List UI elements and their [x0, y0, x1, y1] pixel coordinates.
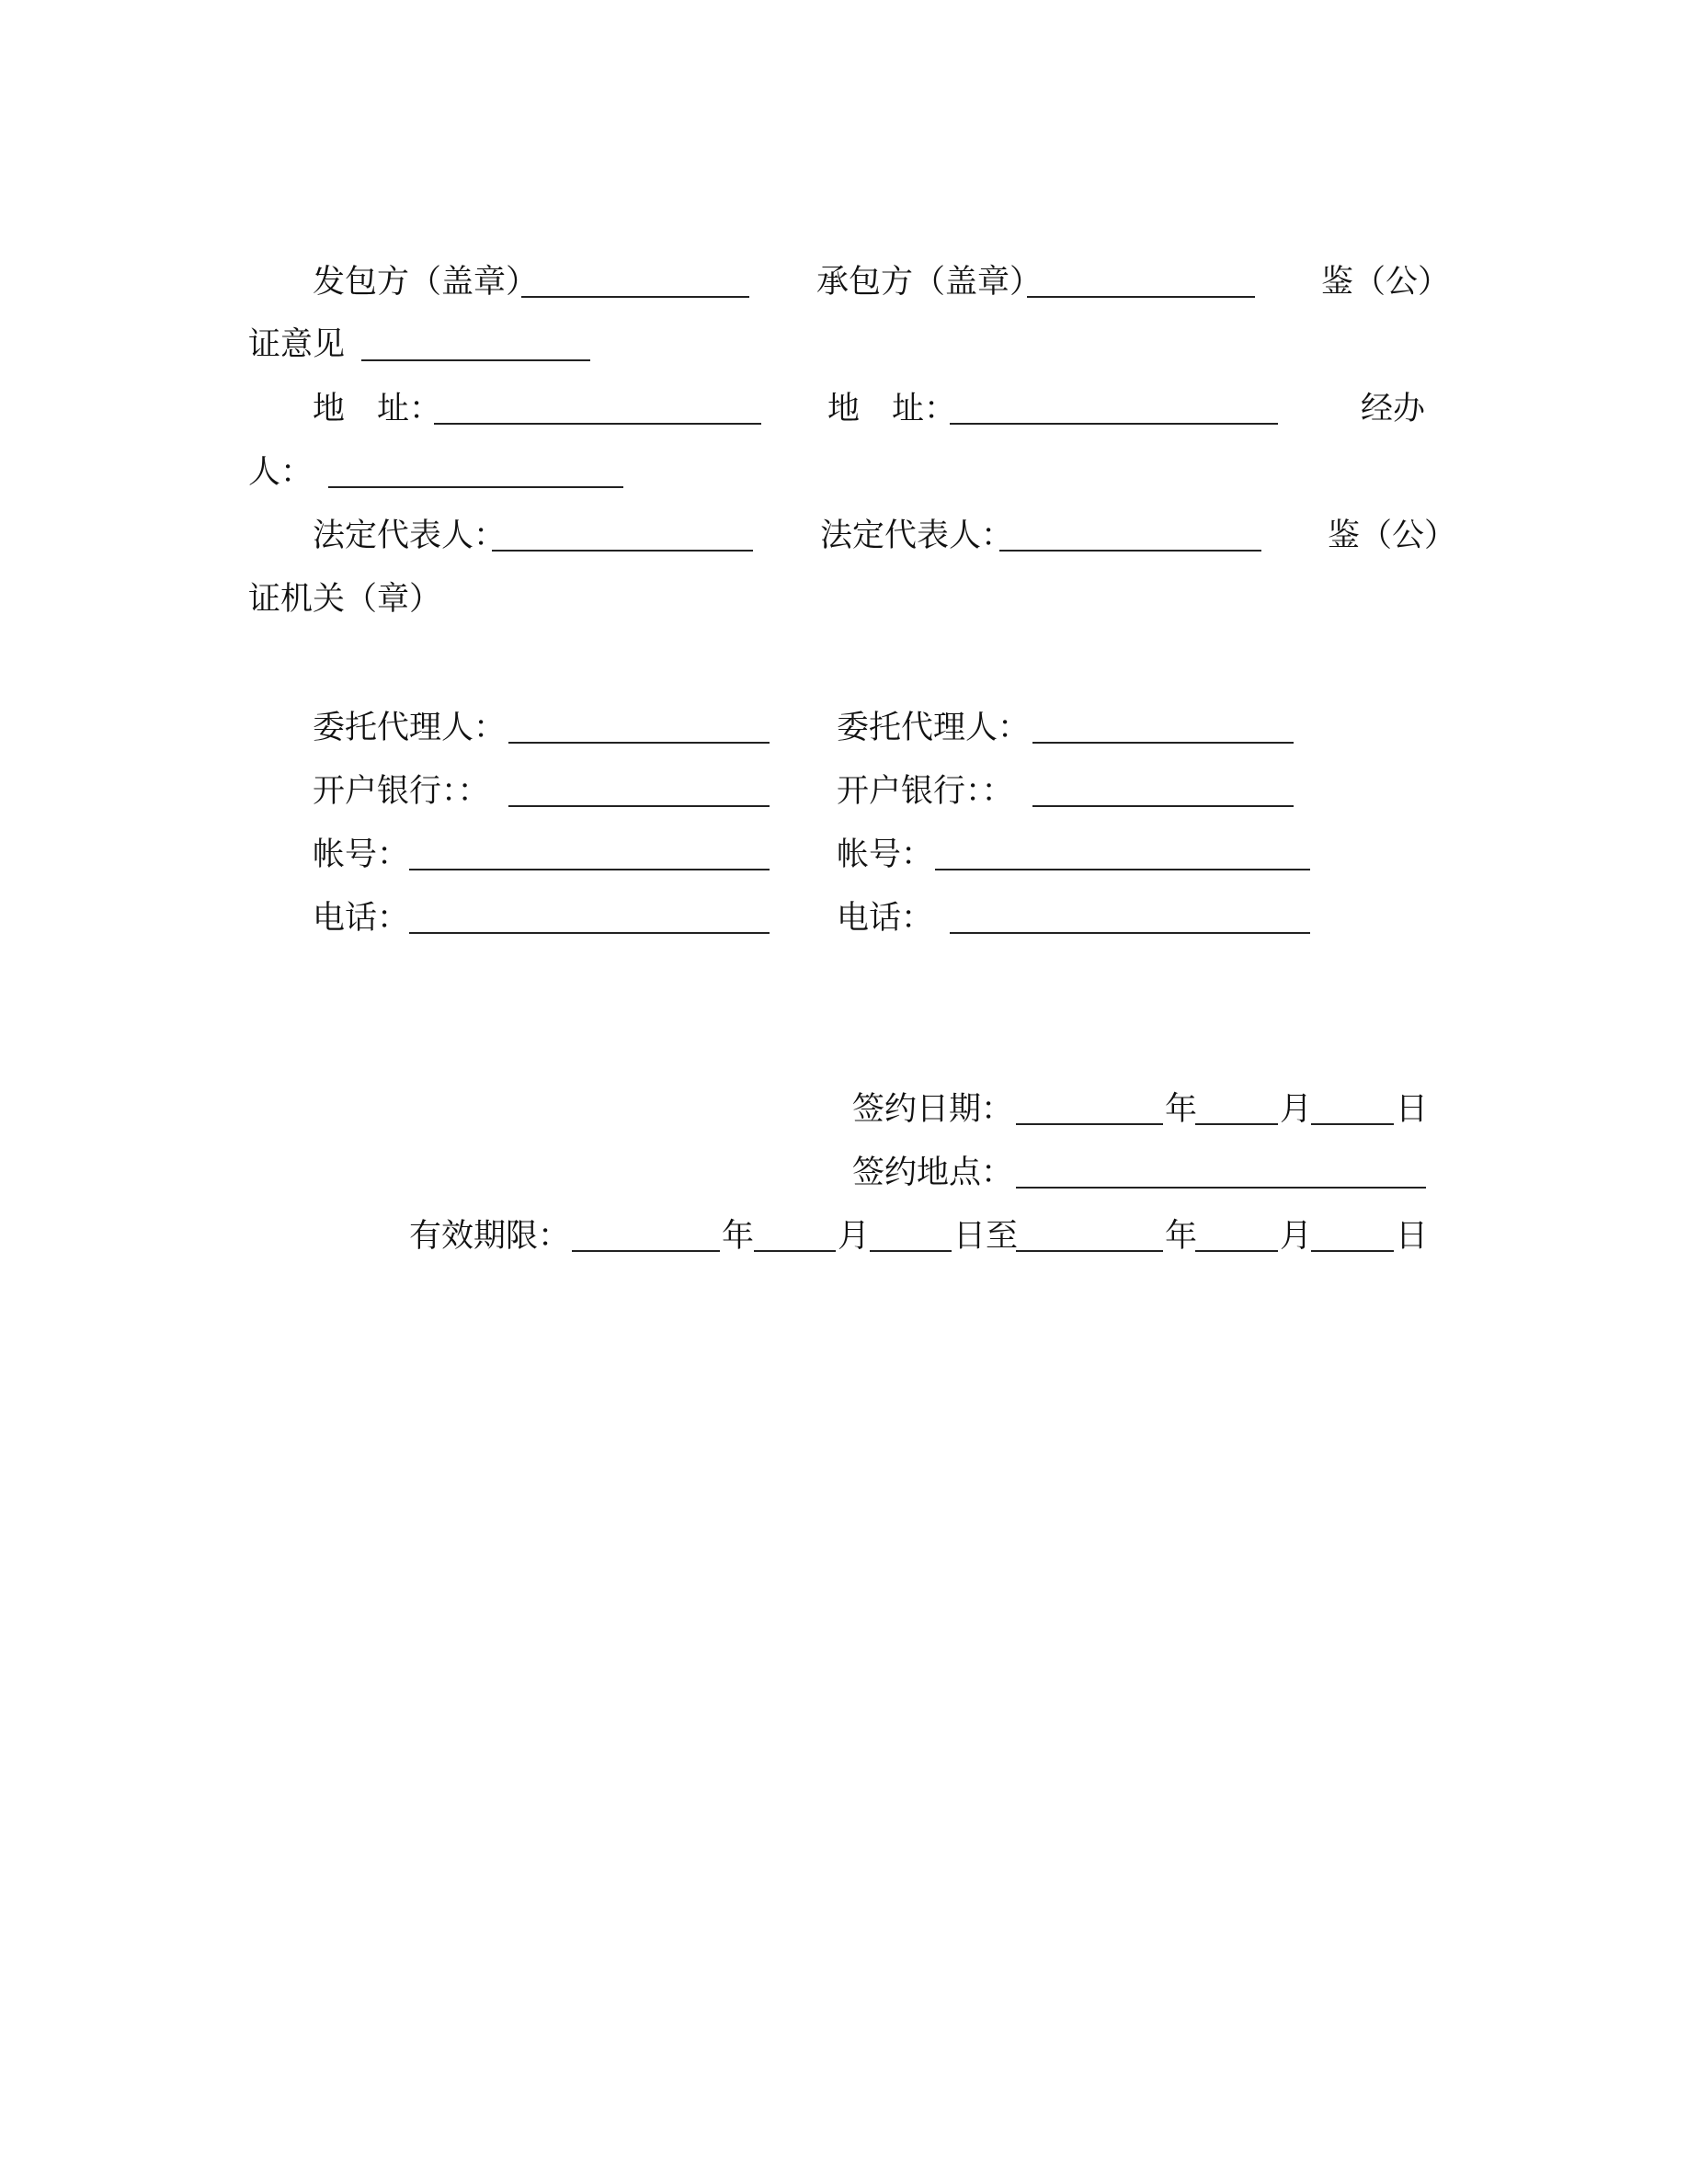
notary-office-label-cont: 证机关（章）: [248, 581, 442, 618]
year-label: 年: [1165, 1218, 1198, 1255]
signing-month-blank[interactable]: [1195, 1123, 1278, 1125]
party-a-account-blank[interactable]: [409, 869, 770, 870]
party-b-seal-label: 承包方（盖章）: [816, 264, 1043, 301]
party-a-seal-blank[interactable]: [521, 296, 749, 298]
day-label: 日: [1396, 1218, 1429, 1255]
party-a-bank-label: 开户银行：：: [313, 773, 490, 810]
party-b-legal-rep-label: 法定代表人：: [820, 518, 1014, 554]
party-b-account-blank[interactable]: [935, 869, 1310, 870]
month-label: 月: [1280, 1091, 1313, 1128]
party-b-address-blank[interactable]: [950, 423, 1278, 425]
notary-opinion-blank[interactable]: [361, 359, 590, 361]
validity-end-year-blank[interactable]: [1016, 1250, 1163, 1252]
party-a-legal-rep-label: 法定代表人：: [313, 518, 507, 554]
year-label: 年: [1165, 1091, 1198, 1128]
month-label: 月: [838, 1218, 871, 1255]
notary-handler-label: 经办: [1361, 391, 1426, 427]
party-b-phone-blank[interactable]: [950, 932, 1310, 934]
party-b-bank-label: 开户银行：：: [837, 773, 1014, 810]
day-label: 日: [1396, 1091, 1429, 1128]
party-b-phone-label: 电话：: [837, 900, 934, 937]
party-a-seal-label: 发包方（盖章）: [313, 264, 539, 301]
validity-start-year-blank[interactable]: [572, 1250, 720, 1252]
party-b-account-label: 帐号：: [837, 836, 934, 873]
validity-end-day-blank[interactable]: [1311, 1250, 1394, 1252]
day-to-label: 日至: [953, 1218, 1019, 1255]
signing-date-label: 签约日期：: [852, 1091, 1014, 1128]
year-label: 年: [722, 1218, 755, 1255]
validity-start-day-blank[interactable]: [870, 1250, 952, 1252]
signing-year-blank[interactable]: [1016, 1123, 1163, 1125]
party-b-agent-label: 委托代理人：: [837, 710, 1031, 746]
signing-place-blank[interactable]: [1016, 1187, 1426, 1189]
party-a-agent-label: 委托代理人：: [313, 710, 507, 746]
party-a-phone-label: 电话：: [313, 900, 410, 937]
notary-handler-label-cont: 人：: [248, 454, 314, 491]
party-a-address-blank[interactable]: [434, 423, 761, 425]
notary-office-label: 鉴（公）: [1328, 518, 1457, 554]
notary-handler-blank[interactable]: [328, 486, 623, 488]
notary-opinion-label: 鉴（公）: [1321, 264, 1451, 301]
party-b-address-label: 地 址：: [827, 391, 957, 427]
party-a-account-label: 帐号：: [313, 836, 410, 873]
signing-place-label: 签约地点：: [852, 1155, 1014, 1191]
validity-start-month-blank[interactable]: [754, 1250, 836, 1252]
party-b-legal-rep-blank[interactable]: [999, 550, 1261, 552]
party-a-bank-blank[interactable]: [508, 805, 770, 807]
party-a-agent-blank[interactable]: [508, 742, 770, 744]
party-a-legal-rep-blank[interactable]: [492, 550, 753, 552]
party-b-bank-blank[interactable]: [1032, 805, 1294, 807]
validity-end-month-blank[interactable]: [1195, 1250, 1278, 1252]
signing-day-blank[interactable]: [1311, 1123, 1394, 1125]
party-b-agent-blank[interactable]: [1032, 742, 1294, 744]
notary-opinion-label-cont: 证意见: [248, 326, 346, 363]
validity-label: 有效期限：: [409, 1218, 571, 1255]
month-label: 月: [1280, 1218, 1313, 1255]
party-a-address-label: 地 址：: [313, 391, 442, 427]
party-a-phone-blank[interactable]: [409, 932, 770, 934]
party-b-seal-blank[interactable]: [1027, 296, 1255, 298]
